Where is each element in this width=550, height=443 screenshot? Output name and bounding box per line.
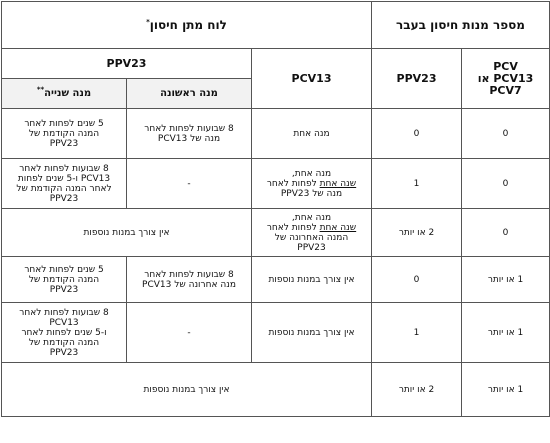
pcv-header-subtitle: PCV13 או PCV7 bbox=[477, 71, 534, 97]
first-dose-cell: - bbox=[127, 159, 252, 209]
pcv-count-cell: 0 bbox=[462, 209, 550, 257]
table-row bbox=[2, 209, 550, 257]
schedule-header-label: לוח מתן חיסון bbox=[149, 18, 227, 32]
second-dose-header bbox=[2, 79, 127, 109]
first-dose-cell: - bbox=[127, 303, 252, 363]
ppv23-count-cell: 1 bbox=[372, 159, 462, 209]
no-further-doses-cell: אין צורך במנות נוספות bbox=[2, 363, 372, 417]
pcv13-cell: מנה אחת, שנה אחת לפחות לאחר מנה של PPV23 bbox=[252, 159, 372, 209]
pcv-count-cell: 0 bbox=[462, 109, 550, 159]
past-doses-header: מספר מנות חיסון בעבר bbox=[372, 2, 550, 49]
first-dose-cell: 8 שבועות לפחות לאחר מנה אחרונה של PCV13 bbox=[127, 257, 252, 303]
pcv13-cell: אין צורך במנות נוספות bbox=[252, 303, 372, 363]
pcv13-cell: מנה אחת, שנה אחת לפחות לאחר המנה האחרונה של PPV23 bbox=[252, 209, 372, 257]
schedule-footnote-mark: * bbox=[146, 18, 150, 26]
pcv13-header: PCV13 bbox=[252, 49, 372, 109]
first-dose-cell: 8 שבועות לפחות לאחר מנה של PCV13 bbox=[127, 109, 252, 159]
ppv23-count-cell: 0 bbox=[372, 109, 462, 159]
ppv23-group-header: PPV23 bbox=[2, 49, 252, 79]
pcv13-cell: מנה אחת bbox=[252, 109, 372, 159]
ppv23-past-header: PPV23 bbox=[372, 49, 462, 109]
pcv-count-cell: 1 או יותר bbox=[462, 363, 550, 417]
ppv23-count-cell: 2 או יותר bbox=[372, 209, 462, 257]
second-dose-cell: 8 שבועות לפחות לאחר PCV13 ו-5 שנים לפחות לאחר המנה הקודמת של PPV23 bbox=[2, 159, 127, 209]
second-dose-cell: 5 שנים לפחות לאחר המנה הקודמת של PPV23 bbox=[2, 257, 127, 303]
no-further-doses-cell: אין צורך במנות נוספות bbox=[2, 209, 252, 257]
second-dose-cell: 8 שבועות לפחות לאחר PCV13 ו-5 שנים לפחות לאחר המנה הקודמת של PPV23 bbox=[2, 303, 127, 363]
table-row bbox=[2, 109, 550, 159]
table-row bbox=[2, 159, 550, 209]
second-dose-footnote-mark: ** bbox=[36, 85, 45, 94]
vaccine-schedule-table bbox=[1, 1, 550, 417]
ppv23-count-cell: 2 או יותר bbox=[372, 363, 462, 417]
pcv13-cell: אין צורך במנות נוספות bbox=[252, 257, 372, 303]
pcv-header-title: PCV bbox=[493, 59, 518, 73]
first-dose-header: מנה ראשונה bbox=[127, 79, 252, 109]
second-dose-cell: 5 שנים לפחות לאחר המנה הקודמת של PPV23 bbox=[2, 109, 127, 159]
pcv-header bbox=[462, 49, 550, 109]
table-row bbox=[2, 363, 550, 417]
pcv-count-cell: 0 bbox=[462, 159, 550, 209]
ppv23-count-cell: 1 bbox=[372, 303, 462, 363]
table-row bbox=[2, 257, 550, 303]
vaccine-schedule-document bbox=[1, 1, 549, 441]
table-row bbox=[2, 303, 550, 363]
pcv-count-cell: 1 או יותר bbox=[462, 303, 550, 363]
pcv-count-cell: 1 או יותר bbox=[462, 257, 550, 303]
schedule-header bbox=[2, 2, 372, 49]
ppv23-count-cell: 0 bbox=[372, 257, 462, 303]
second-dose-header-label: מנה שנייה bbox=[44, 88, 92, 99]
